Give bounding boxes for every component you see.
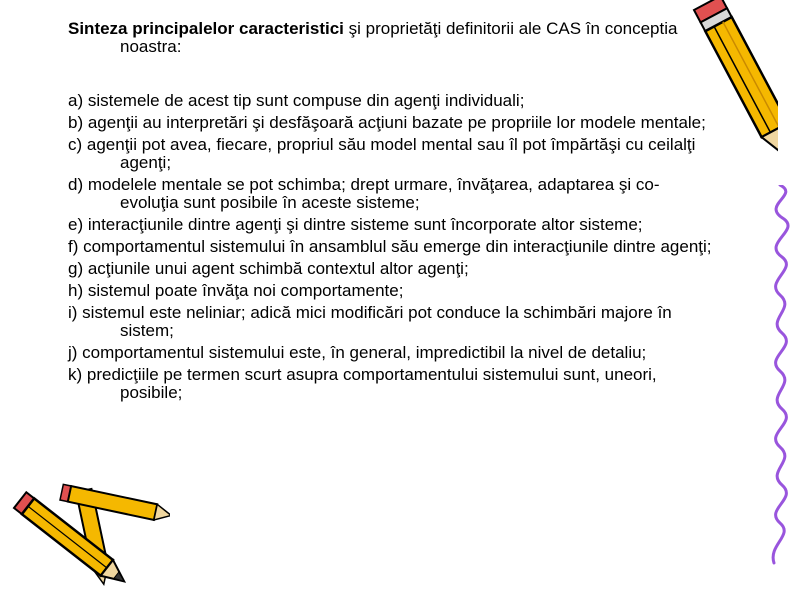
slide-title (68, 20, 718, 56)
list-item-e: e) interacţiunile dintre agenţi şi dintre sisteme sunt încorporate altor sisteme; (68, 215, 643, 234)
slide-title-rest: şi proprietăţi definitorii ale CAS în conceptia noastra: (120, 19, 678, 56)
list-item-f: f) comportamentul sistemului în ansamblul său emerge din interacţiunile dintre agenţi; (68, 237, 712, 256)
spacer (68, 56, 718, 92)
squiggle-line-icon (760, 185, 800, 565)
list-item-d: d) modelele mentale se pot schimba; drept urmare, învăţarea, adaptarea şi co-evoluţia sunt posibile în aceste sisteme; (68, 175, 660, 212)
list-item-b: b) agenţii au interpretări şi desfăşoară acţiuni bazate pe propriile lor modele mentale; (68, 113, 706, 132)
list-item-i: i) sistemul este neliniar; adică mici modificări pot conduce la schimbări majore în sistem; (68, 303, 672, 340)
list-item-a: a) sistemele de acest tip sunt compuse din agenţi individuali; (68, 91, 525, 110)
pencil-top-right-icon (668, 0, 778, 195)
list-item-j: j) comportamentul sistemului este, în general, impredictibil la nivel de detaliu; (68, 343, 647, 362)
slide-title-bold: Sinteza principalelor caracteristici (68, 19, 344, 38)
list-item-g: g) acţiunile unui agent schimbă contextul altor agenţi; (68, 259, 469, 278)
pencils-bottom-left-icon (0, 480, 170, 595)
list-item-c: c) agenţii pot avea, fiecare, propriul său model mental sau îl pot împărtăşi cu ceilalţi agenţi; (68, 135, 696, 172)
list-item-h: h) sistemul poate învăţa noi comportamente; (68, 281, 404, 300)
slide-text-block (68, 20, 718, 406)
list-item-k: k) predicţiile pe termen scurt asupra comportamentului sistemului sunt, uneori, posibile; (68, 365, 657, 402)
